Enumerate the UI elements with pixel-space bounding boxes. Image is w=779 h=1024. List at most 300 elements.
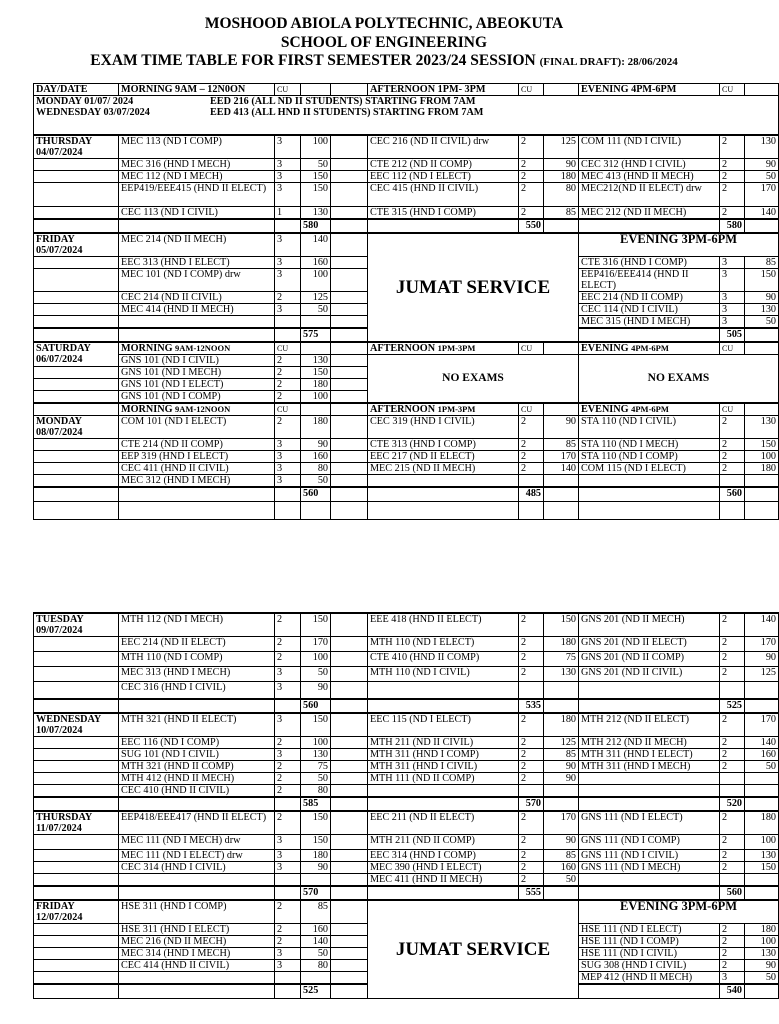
empty — [745, 886, 779, 900]
student-count: 150 — [301, 713, 331, 737]
empty — [331, 886, 368, 900]
exam-row — [34, 416, 779, 439]
exam-row — [34, 613, 779, 637]
course-evening: MEC212(ND II ELECT) drw — [579, 183, 720, 207]
student-count: 180 — [745, 463, 779, 475]
course-afternoon: CTE 315 (HND I COMP) — [368, 207, 519, 220]
course-morning: CEC 314 (HND I CIVIL) — [119, 862, 275, 874]
student-count: 130 — [745, 304, 779, 316]
exam-row — [34, 439, 779, 451]
empty — [368, 699, 519, 713]
day-date — [34, 439, 119, 451]
spacer — [331, 135, 368, 159]
student-count — [544, 682, 579, 699]
credit-units — [720, 772, 745, 784]
empty — [579, 219, 720, 233]
course-afternoon: MTH 211 (ND II COMP) — [368, 835, 519, 850]
exam-row — [34, 207, 779, 220]
course-evening: HSE 111 (ND I COMP) — [579, 936, 720, 948]
course-afternoon: MEC 390 (HND I ELECT) — [368, 862, 519, 874]
total-evening: 580 — [720, 219, 745, 233]
total-evening: 520 — [720, 797, 745, 811]
empty — [34, 886, 119, 900]
timetable-week-2 — [33, 612, 779, 999]
student-count: 170 — [544, 811, 579, 835]
student-count: 50 — [301, 948, 331, 960]
total-morning: 560 — [301, 699, 331, 713]
student-count: 150 — [301, 835, 331, 850]
session-header-row — [34, 342, 779, 355]
col-cu: CU — [519, 403, 544, 416]
empty — [34, 699, 119, 713]
day-date — [34, 304, 119, 316]
course-evening: MEC 212 (ND II MECH) — [579, 207, 720, 220]
student-count: 125 — [745, 667, 779, 682]
credit-units: 2 — [720, 637, 745, 652]
day-date — [34, 463, 119, 475]
student-count: 90 — [301, 682, 331, 699]
spacer — [331, 736, 368, 748]
student-count: 130 — [301, 207, 331, 220]
empty — [275, 972, 301, 985]
exam-row — [34, 835, 779, 850]
course-evening: MTH 212 (ND II MECH) — [579, 736, 720, 748]
student-count: 150 — [745, 439, 779, 451]
course-evening: GNS 201 (ND II MECH) — [579, 613, 720, 637]
total-evening: 505 — [720, 328, 745, 342]
spacer — [331, 850, 368, 862]
spacer — [331, 652, 368, 667]
total-morning: 525 — [301, 984, 331, 998]
exam-row — [34, 183, 779, 207]
credit-units: 2 — [275, 355, 301, 367]
credit-units: 2 — [720, 948, 745, 960]
student-count: 130 — [544, 667, 579, 682]
spacer — [331, 439, 368, 451]
student-count: 170 — [301, 637, 331, 652]
no-exams-evening: NO EXAMS — [579, 355, 779, 404]
student-count: 140 — [745, 736, 779, 748]
student-count: 85 — [544, 439, 579, 451]
day-date — [34, 171, 119, 183]
credit-units: 3 — [275, 667, 301, 682]
spacer — [331, 637, 368, 652]
day-date — [34, 416, 119, 439]
spacer — [331, 772, 368, 784]
day-date — [34, 713, 119, 737]
total-afternoon: 535 — [519, 699, 544, 713]
course-morning: CEC 316 (HND I CIVIL) — [119, 682, 275, 699]
empty — [544, 501, 579, 519]
student-count: 170 — [745, 183, 779, 207]
student-count: 85 — [745, 257, 779, 269]
empty — [331, 984, 368, 998]
student-count — [544, 475, 579, 488]
student-count: 130 — [745, 135, 779, 159]
credit-units: 2 — [519, 463, 544, 475]
course-morning: CEC 414 (HND II CIVIL) — [119, 960, 275, 972]
student-count: 75 — [301, 760, 331, 772]
spacer — [331, 292, 368, 304]
credit-units: 2 — [720, 171, 745, 183]
student-count: 90 — [745, 652, 779, 667]
course-evening — [579, 772, 720, 784]
credit-units: 3 — [275, 850, 301, 862]
day-date — [34, 637, 119, 652]
date: 10/07/2024 — [36, 724, 83, 736]
day-label: MONDAY 01/07/ 2024 — [36, 96, 134, 107]
evening-label — [579, 342, 720, 355]
course-morning: MTH 321 (HND II ELECT) — [119, 713, 275, 737]
col-daydate: DAY/DATE — [34, 84, 119, 96]
student-count: 150 — [745, 862, 779, 874]
empty — [275, 328, 301, 342]
course-evening: HSE 111 (ND I CIVIL) — [579, 948, 720, 960]
day-date — [34, 135, 119, 159]
exam-row — [34, 451, 779, 463]
credit-units: 2 — [275, 936, 301, 948]
session-name: EVENING — [581, 404, 629, 415]
evening-label — [579, 403, 720, 416]
day-date — [34, 269, 119, 292]
spacer — [331, 171, 368, 183]
total-afternoon: 570 — [519, 797, 544, 811]
empty — [119, 487, 275, 501]
course-evening: CTE 316 (HND I COMP) — [579, 257, 720, 269]
course-evening: GNS 201 (ND II COMP) — [579, 652, 720, 667]
credit-units: 3 — [275, 183, 301, 207]
credit-units: 2 — [720, 960, 745, 972]
course-morning: EEC 116 (ND I COMP) — [119, 736, 275, 748]
student-count — [745, 772, 779, 784]
student-count: 170 — [544, 451, 579, 463]
exam-note: EED 413 (ALL HND II STUDENTS) STARTING FROM 7AM — [210, 107, 484, 118]
course-evening: EEP416/EEE414 (HND II ELECT) — [579, 269, 720, 292]
course-afternoon: MTH 111 (ND II COMP) — [368, 772, 519, 784]
credit-units: 3 — [275, 451, 301, 463]
spacer — [331, 760, 368, 772]
empty — [119, 316, 275, 329]
day-name: THURSDAY — [36, 811, 93, 823]
student-count: 150 — [301, 183, 331, 207]
spacer — [331, 403, 368, 416]
course-morning: MEC 113 (ND I COMP) — [119, 135, 275, 159]
course-evening: MEC 315 (HND I MECH) — [579, 316, 720, 329]
exam-note: EED 216 (ALL ND II STUDENTS) STARTING FROM 7AM — [210, 96, 476, 107]
credit-units: 2 — [519, 835, 544, 850]
spacer — [331, 416, 368, 439]
credit-units: 2 — [519, 850, 544, 862]
course-evening: EEC 214 (ND II COMP) — [579, 292, 720, 304]
course-morning: MEC 314 (HND I MECH) — [119, 948, 275, 960]
course-evening: MTH 311 (HND I MECH) — [579, 760, 720, 772]
empty — [301, 342, 331, 355]
spacer — [331, 960, 368, 972]
credit-units: 2 — [275, 760, 301, 772]
empty — [331, 487, 368, 501]
total-evening: 525 — [720, 699, 745, 713]
spacer — [331, 936, 368, 948]
day-name: SATURDAY — [36, 343, 91, 354]
student-count: 80 — [544, 183, 579, 207]
col-cu: CU — [519, 84, 544, 96]
student-count: 90 — [544, 159, 579, 171]
credit-units: 2 — [275, 811, 301, 835]
session-name: EVENING — [581, 343, 629, 354]
credit-units: 2 — [275, 367, 301, 379]
day-date — [34, 613, 119, 637]
student-count: 160 — [301, 924, 331, 936]
empty — [331, 699, 368, 713]
empty — [331, 328, 368, 342]
no-exams-afternoon: NO EXAMS — [368, 355, 579, 404]
student-count: 85 — [301, 900, 331, 924]
course-morning: MTH 412 (HND II MECH) — [119, 772, 275, 784]
student-count: 90 — [301, 439, 331, 451]
course-morning: MTH 321 (HND II COMP) — [119, 760, 275, 772]
student-count: 50 — [301, 304, 331, 316]
credit-units: 2 — [275, 652, 301, 667]
empty — [119, 699, 275, 713]
credit-units: 2 — [720, 451, 745, 463]
day-name: MONDAY — [36, 416, 83, 427]
empty — [119, 886, 275, 900]
credit-units: 2 — [720, 713, 745, 737]
course-afternoon — [368, 682, 519, 699]
student-count: 150 — [745, 269, 779, 292]
student-count — [544, 784, 579, 797]
credit-units: 2 — [519, 183, 544, 207]
exam-row — [34, 135, 779, 159]
student-count: 80 — [301, 463, 331, 475]
course-afternoon: MEC 411 (HND II MECH) — [368, 874, 519, 887]
student-count: 180 — [301, 379, 331, 391]
credit-units: 2 — [720, 416, 745, 439]
course-afternoon: EEE 418 (HND II ELECT) — [368, 613, 519, 637]
student-count: 100 — [301, 269, 331, 292]
credit-units — [519, 475, 544, 488]
total-evening: 540 — [720, 984, 745, 998]
school-name: SCHOOL OF ENGINEERING — [280, 34, 488, 51]
course-evening: GNS 111 (ND I COMP) — [579, 835, 720, 850]
credit-units: 2 — [519, 736, 544, 748]
course-evening: CEC 312 (HND I CIVIL) — [579, 159, 720, 171]
student-count: 85 — [544, 850, 579, 862]
student-count: 130 — [301, 748, 331, 760]
afternoon-label — [368, 342, 519, 355]
student-count: 100 — [745, 835, 779, 850]
day-date — [34, 811, 119, 835]
credit-units: 2 — [519, 416, 544, 439]
course-afternoon: CEC 216 (ND II CIVIL) drw — [368, 135, 519, 159]
credit-units: 2 — [519, 862, 544, 874]
empty — [519, 501, 544, 519]
spacer — [331, 257, 368, 269]
credit-units: 2 — [720, 207, 745, 220]
empty — [34, 219, 119, 233]
morning-label — [119, 342, 275, 355]
session-time: 1PM-3PM — [437, 404, 476, 414]
course-morning: MEC 112 (ND I MECH) — [119, 171, 275, 183]
day-date — [34, 936, 119, 948]
course-evening: GNS 201 (ND II ELECT) — [579, 637, 720, 652]
col-cu: CU — [519, 342, 544, 355]
day-date — [34, 292, 119, 304]
course-morning: MEC 214 (ND II MECH) — [119, 233, 275, 257]
day-date — [34, 652, 119, 667]
empty — [720, 501, 745, 519]
empty — [275, 797, 301, 811]
student-count — [745, 682, 779, 699]
student-count: 85 — [544, 207, 579, 220]
total-afternoon: 485 — [519, 487, 544, 501]
course-morning: CTE 214 (ND II COMP) — [119, 439, 275, 451]
empty — [544, 342, 579, 355]
empty — [579, 797, 720, 811]
student-count: 150 — [544, 613, 579, 637]
student-count: 80 — [301, 784, 331, 797]
course-afternoon: EEC 217 (ND II ELECT) — [368, 451, 519, 463]
credit-units: 2 — [720, 835, 745, 850]
student-count: 130 — [745, 850, 779, 862]
empty — [301, 403, 331, 416]
empty — [544, 487, 579, 501]
jumat-service: JUMAT SERVICE — [368, 233, 579, 342]
special-exams — [34, 96, 779, 136]
day-label: WEDNESDAY 03/07/2024 — [36, 107, 150, 118]
spacer — [331, 475, 368, 488]
student-count: 170 — [745, 713, 779, 737]
session-time: 9AM-12NOON — [175, 343, 231, 353]
course-morning: GNS 101 (ND I MECH) — [119, 367, 275, 379]
student-count: 125 — [544, 135, 579, 159]
credit-units: 2 — [720, 924, 745, 936]
afternoon-label — [368, 403, 519, 416]
empty — [34, 328, 119, 342]
empty — [34, 984, 119, 998]
total-morning: 570 — [301, 886, 331, 900]
student-count: 130 — [745, 416, 779, 439]
day-date — [34, 316, 119, 329]
course-evening: GNS 111 (ND I ELECT) — [579, 811, 720, 835]
course-evening: SUG 308 (HND I CIVIL) — [579, 960, 720, 972]
exam-row — [34, 637, 779, 652]
exam-row — [34, 862, 779, 874]
student-count: 90 — [301, 862, 331, 874]
spacer — [331, 451, 368, 463]
credit-units: 2 — [720, 652, 745, 667]
credit-units: 2 — [519, 439, 544, 451]
student-count: 180 — [301, 416, 331, 439]
empty — [331, 501, 368, 519]
credit-units: 2 — [720, 667, 745, 682]
empty — [579, 699, 720, 713]
day-date — [34, 748, 119, 760]
credit-units: 3 — [275, 439, 301, 451]
student-count: 50 — [745, 972, 779, 985]
credit-units: 2 — [720, 159, 745, 171]
course-morning: CEC 113 (ND I CIVIL) — [119, 207, 275, 220]
session-name: MORNING — [121, 404, 173, 415]
student-count: 180 — [544, 713, 579, 737]
spacer — [331, 924, 368, 936]
credit-units: 3 — [275, 948, 301, 960]
credit-units: 3 — [275, 960, 301, 972]
student-count: 50 — [301, 667, 331, 682]
student-count: 100 — [745, 451, 779, 463]
credit-units: 2 — [720, 135, 745, 159]
credit-units: 2 — [275, 637, 301, 652]
course-morning: MEC 111 (ND I ELECT) drw — [119, 850, 275, 862]
student-count: 150 — [301, 171, 331, 183]
student-count: 100 — [301, 135, 331, 159]
course-evening: MTH 311 (HND I ELECT) — [579, 748, 720, 760]
course-afternoon: EEC 211 (ND II ELECT) — [368, 811, 519, 835]
day-date — [34, 862, 119, 874]
course-evening — [579, 874, 720, 887]
title-text: EXAM TIME TABLE FOR FIRST SEMESTER 2023/24 SESSION — [90, 52, 536, 69]
credit-units: 3 — [275, 257, 301, 269]
session-name: AFTERNOON — [370, 343, 436, 354]
student-count: 130 — [745, 948, 779, 960]
exam-row — [34, 233, 779, 257]
student-count: 180 — [301, 850, 331, 862]
credit-units: 3 — [275, 862, 301, 874]
course-morning: MEC 101 (ND I COMP) drw — [119, 269, 275, 292]
empty — [745, 797, 779, 811]
col-afternoon: AFTERNOON 1PM- 3PM — [368, 84, 519, 96]
session-time: 4PM-6PM — [631, 404, 669, 414]
empty — [275, 501, 301, 519]
spacer — [331, 183, 368, 207]
credit-units: 2 — [519, 811, 544, 835]
student-count: 140 — [301, 233, 331, 257]
empty — [745, 699, 779, 713]
empty — [745, 984, 779, 998]
student-count: 140 — [544, 463, 579, 475]
credit-units: 2 — [519, 613, 544, 637]
day-date — [34, 924, 119, 936]
credit-units: 2 — [519, 171, 544, 183]
empty — [119, 797, 275, 811]
spacer — [331, 159, 368, 171]
student-count: 50 — [745, 171, 779, 183]
course-morning: CEC 411 (HND II CIVIL) — [119, 463, 275, 475]
empty — [34, 403, 119, 416]
course-evening: CEC 114 (ND I CIVIL) — [579, 304, 720, 316]
day-date — [34, 948, 119, 960]
course-evening: MEC 413 (HND II MECH) — [579, 171, 720, 183]
day-date — [34, 451, 119, 463]
empty — [119, 501, 275, 519]
header-row — [34, 84, 779, 96]
evening-label: EVENING 3PM-6PM — [579, 900, 779, 924]
empty — [745, 501, 779, 519]
session-name: AFTERNOON — [370, 404, 436, 415]
course-afternoon: MTH 110 (ND I CIVIL) — [368, 667, 519, 682]
student-count: 160 — [745, 748, 779, 760]
course-morning: EEP418/EEE417 (HND II ELECT) — [119, 811, 275, 835]
empty — [579, 984, 720, 998]
empty — [275, 219, 301, 233]
empty — [368, 487, 519, 501]
credit-units: 2 — [275, 613, 301, 637]
empty — [544, 886, 579, 900]
empty — [301, 316, 331, 329]
course-morning: EEC 214 (ND II ELECT) — [119, 637, 275, 652]
student-count: 125 — [301, 292, 331, 304]
course-afternoon — [368, 475, 519, 488]
